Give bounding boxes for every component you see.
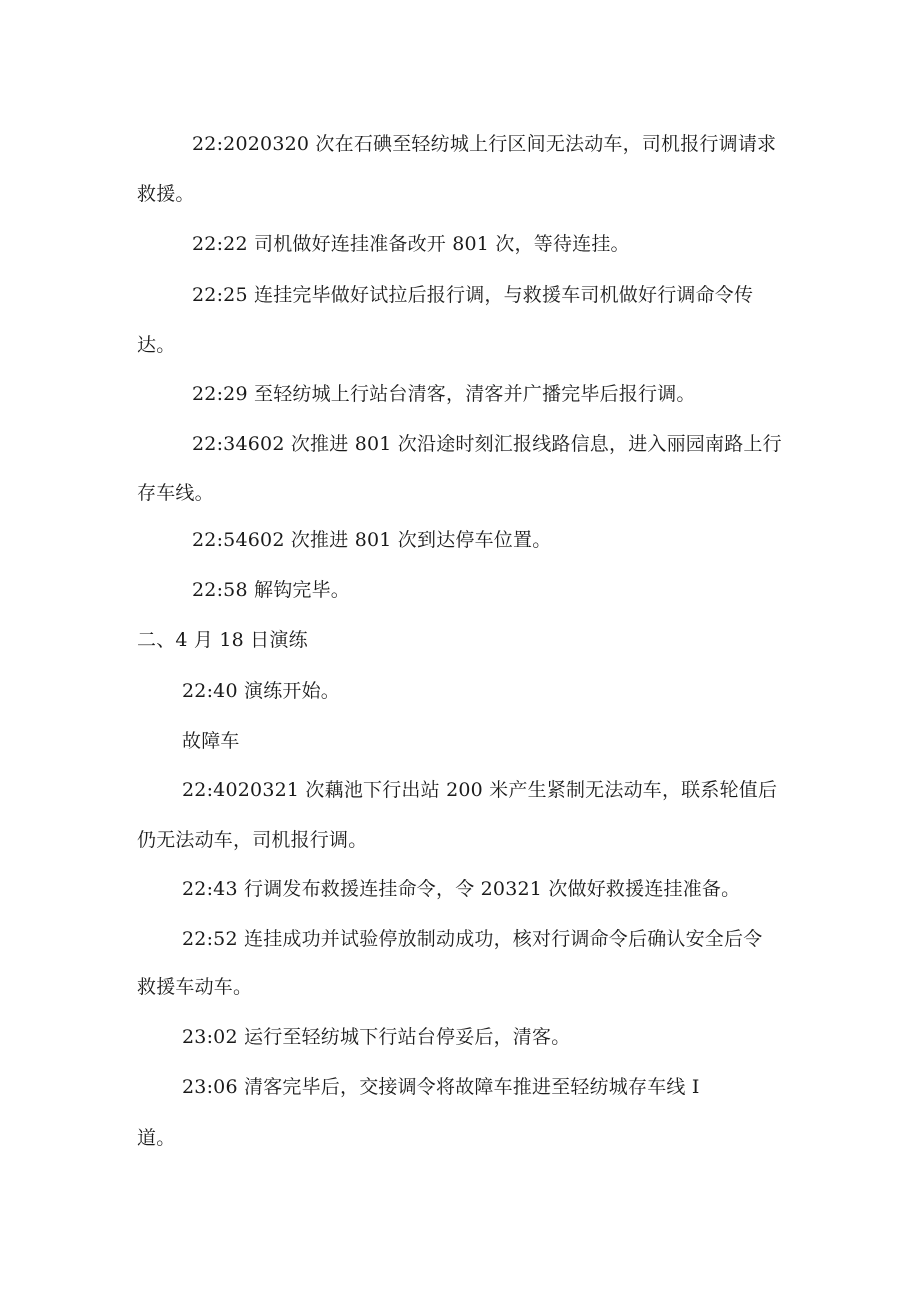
- paragraph-line: 22:2020320 次在石碘至轻纺城上行区间无法动车，司机报行调请求: [192, 133, 777, 155]
- paragraph-line: 救援。: [137, 183, 195, 205]
- subheading: 故障车: [182, 730, 240, 752]
- paragraph-line: 救援车动车。: [137, 976, 253, 998]
- paragraph-line: 23:06 清客完毕后，交接调令将故障车推进至轻纺城存车线 I: [182, 1076, 700, 1098]
- section-heading: 二、4 月 18 日演练: [137, 629, 308, 651]
- paragraph-line: 22:40 演练开始。: [182, 680, 340, 702]
- paragraph-line: 22:29 至轻纺城上行站台清客，清客并广播完毕后报行调。: [192, 383, 696, 405]
- paragraph-line: 仍无法动车，司机报行调。: [137, 829, 368, 851]
- paragraph-line: 22:54602 次推进 801 次到达停车位置。: [192, 529, 552, 551]
- paragraph-line: 22:52 连挂成功并试验停放制动成功，核对行调命令后确认安全后令: [182, 928, 763, 950]
- paragraph-line: 22:4020321 次藕池下行出站 200 米产生紧制无法动车，联系轮值后: [182, 779, 778, 801]
- paragraph-line: 达。: [137, 334, 176, 356]
- paragraph-line: 23:02 运行至轻纺城下行站台停妥后，清客。: [182, 1026, 571, 1048]
- paragraph-line: 存车线。: [137, 482, 214, 504]
- paragraph-line: 道。: [137, 1127, 176, 1149]
- paragraph-line: 22:34602 次推进 801 次沿途时刻汇报线路信息，进入丽园南路上行: [192, 433, 782, 455]
- paragraph-line: 22:22 司机做好连挂准备改开 801 次，等待连挂。: [192, 233, 630, 255]
- paragraph-line: 22:58 解钩完毕。: [192, 579, 350, 601]
- paragraph-line: 22:25 连挂完毕做好试拉后报行调，与救援车司机做好行调命令传: [192, 284, 754, 306]
- paragraph-line: 22:43 行调发布救援连挂命令，令 20321 次做好救援连挂准备。: [182, 878, 741, 900]
